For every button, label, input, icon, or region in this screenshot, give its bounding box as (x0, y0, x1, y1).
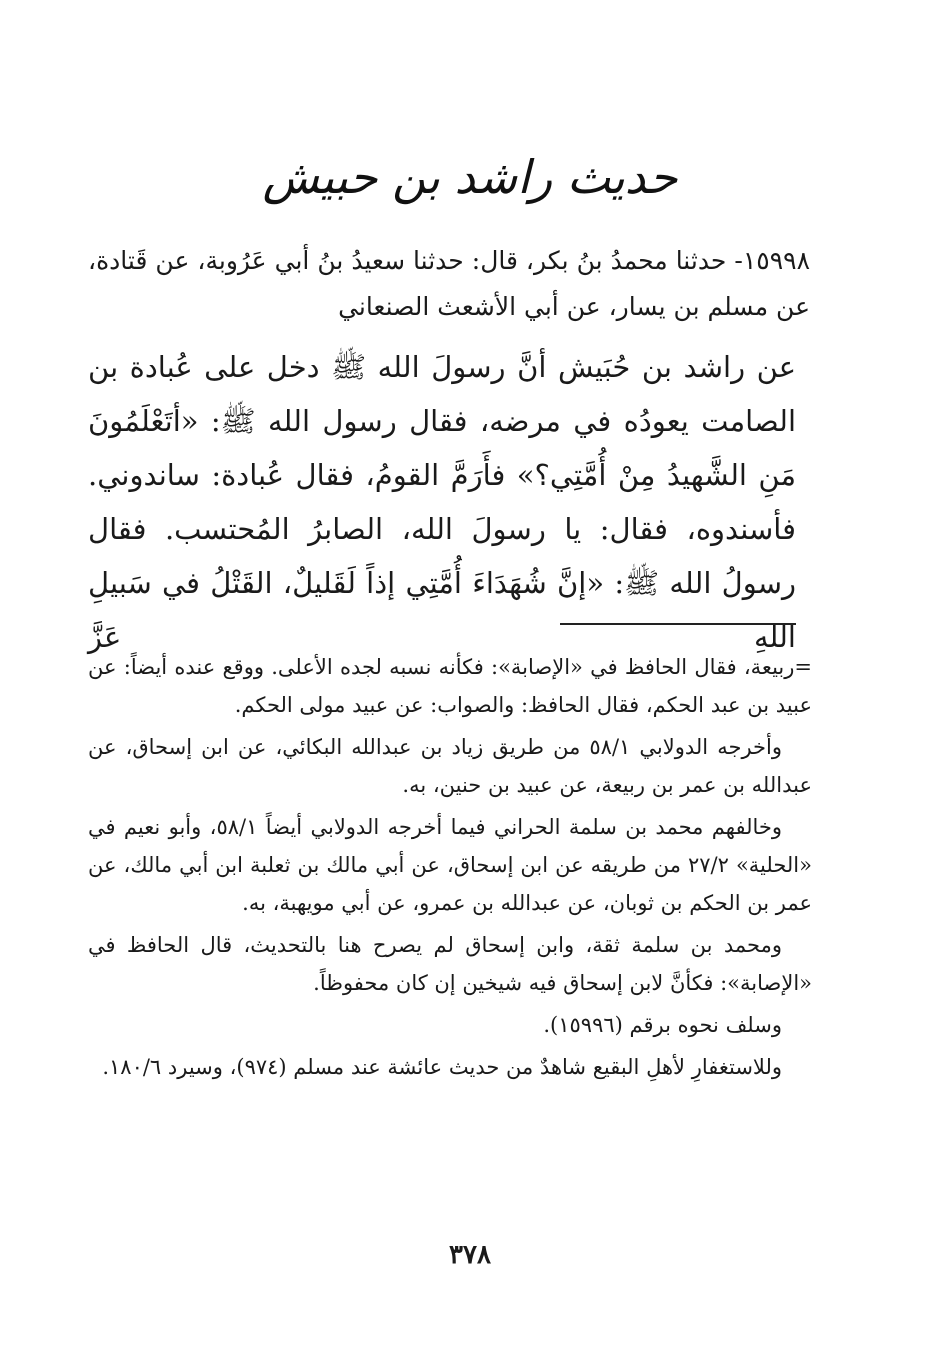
hadith-title: حديث راشد بن حبيش (262, 150, 678, 204)
footnote-paragraph: ومحمد بن سلمة ثقة، وابن إسحاق لم يصرح هنا بالتحديث، قال الحافظ في «الإصابة»: فكأنَّ لابن إسحاق فيه شيخين إن كان محفوظاً. (88, 933, 812, 995)
footnote-paragraph: =ربيعة، فقال الحافظ في «الإصابة»: فكأنه نسبه لجده الأعلى. ووقع عنده أيضاً: عن عبيد بن عبد الحكم، فقال الحافظ: والصواب: عن عبيد مولى الحكم. (88, 655, 812, 717)
footnote-paragraph: وللاستغفارِ لأهلِ البقيع شاهدٌ من حديث عائشة عند مسلم (٩٧٤)، وسيرد ١٨٠/٦. (102, 1055, 782, 1079)
footnote-paragraph: وخالفهم محمد بن سلمة الحراني فيما أخرجه الدولابي أيضاً ٥٨/١، وأبو نعيم في «الحلية» ٢٧/٢ من طريقه عن ابن إسحاق، عن أبي مالك بن ثعلبة ابن أبي مالك، عن عمر بن الحكم بن ثوبان، عن عبدالله بن عمرو، عن أبي مويهبة، به. (88, 815, 812, 915)
footnote-paragraph: وسلف نحوه برقم (١٥٩٩٦). (543, 1013, 782, 1037)
isnad-paragraph: ١٥٩٩٨- حدثنا محمدُ بنُ بكر، قال: حدثنا سعيدُ بنُ أبي عَرُوبة، عن قَتادة، عن مسلم بن يسار، عن أبي الأشعث الصنعاني (88, 246, 810, 321)
footnotes (88, 648, 812, 1090)
footnote-divider (560, 623, 796, 625)
page-number: ٣٧٨ (449, 1240, 491, 1270)
footnote-paragraph: وأخرجه الدولابي ٥٨/١ من طريق زياد بن عبدالله البكائي، عن ابن إسحاق، عن عبدالله بن عمر بن ربيعة، عن عبيد بن حنين، به. (88, 735, 812, 797)
matn-paragraph: عن راشد بن حُبَيش أنَّ رسولَ الله ﷺ دخل على عُبادة بن الصامت يعودُه في مرضه، فقال رسول الله ﷺ: «أتَعْلَمُونَ مَنِ الشَّهيدُ مِنْ أُمَّتِي؟» فأَرَمَّ القومُ، فقال عُبادة: ساندوني. فأسندوه، فقال: يا رسولَ الله، الصابرُ المُحتسب. فقال رسولُ الله ﷺ: «إنَّ شُهَدَاءَ أُمَّتِي إذاً لَقَليلٌ، القَتْلُ في سَبيلِ اللهِ عَزَّ (88, 350, 796, 654)
